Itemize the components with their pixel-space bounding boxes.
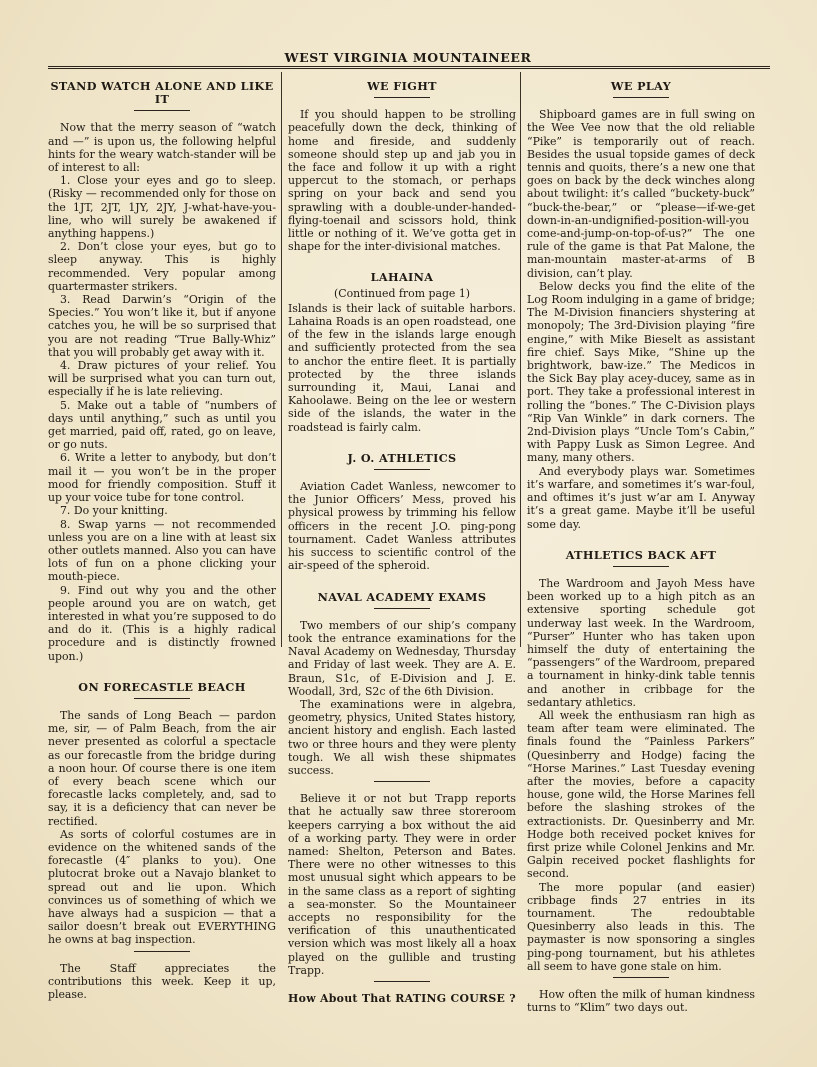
paragraph: Two members of our ship’s company took the entrance examinations for the Naval Academy on Wednesday, Thursday and Friday of last week. They are A. E. Braun, S1c, of E-Division and J. E. Woodall, 3rd, S2c of the 6th Division. [288,618,516,698]
paragraph: 5. Make out a table of “numbers of days until anything,” such as until you get married, paid off, rated, go on leave, or go nuts. [48,398,276,452]
headline-stand-watch: STAND WATCH ALONE AND LIKE IT [50,79,274,107]
divider [134,698,190,699]
divider [374,97,430,98]
paragraph: Islands is their lack of suitable harbors. Lahaina Roads is an open roadstead, one of the few in the islands large enough and sufficiently protected from the sea to anchor the entire fleet. It is partially protected by the three islands surrounding it, Maui, Lanai and Kahoolawe. Being on the lee or western side of the islands, the water in the roadstead is fairly calm. [288,301,516,434]
headline-we-play: WE PLAY [610,79,672,93]
paragraph: Below decks you find the elite of the Log Room indulging in a game of bridge; The M-Division financiers shystering at monopoly; The 3rd-Division playing “fire engine,” with Mike Bieselt as assistant fire chief. Says Mike, “Shine up the brightwork, baw-ize.” The Medicos in the Sick Bay play acey-ducey, same as in port. They take a professional interest in rolling the “bones.” The C-Division plays “Rip Van Winkle” in dark corners. The 2nd-Division plays “Uncle Tom’s Cabin,” with Pappy Lusk as Simon Legree. And many, many others. [527,279,755,465]
paragraph: 2. Don’t close your eyes, but go to sleep anyway. This is highly recommended. Very popular among quartermaster strikers. [48,240,276,293]
paragraph: The sands of Long Beach — pardon me, sir, — of Palm Beach, from the air never presented as colorful a spectacle as our forecastle from the bridge during a noon hour. Of course there is one item of every beach scene which our forecastle lacks completely, and, sad to say, it is a deficiency that can never be rectified. [48,708,276,828]
divider [374,781,430,782]
paragraph: And everybody plays war. Sometimes it’s warfare, and sometimes it’s war-foul, and oftimes it’s just w’ar am I. Anyway it’s a great game. Maybe it’ll be useful some day. [527,464,755,531]
column-divider [520,72,521,647]
paragraph: The Wardroom and Jayoh Mess have been worked up to a high pitch as an extensive sporting schedule got underway last week. In the Wardroom, “Purser” Hunter who has taken upon himself the duty of entertaining the “passengers” of the Wardroom, prepared a tournament in hinky-dink table tennis and another in cribbage for the sedantary athletics. [527,576,755,709]
paragraph: All week the enthusiasm ran high as team after team were eliminated. The finals found the “Painless Parkers” (Quesinberry and Hodge) facing the “Horse Marines.” Last Tuesday evening after the movies, before a capacity house, gone wild, the Horse Marines fell before the slashing strokes of the extractionists. Dr. Quesinberry and Mr. Hodge both received pocket knives for first prize while Colonel Jenkins and Mr. Galpin received pocket flashlights for second. [527,708,755,881]
divider [613,97,669,98]
paragraph: 9. Find out why you and the other people around you are on watch, get interested in what you’re supposed to do and do it. (This is a highly radical procedure and is distinctly frowned upon.) [48,583,276,663]
column-1 [48,72,276,1001]
paragraph: If you should happen to be strolling peacefully down the deck, thinking of home and fireside, and suddenly someone should step up and jab you in the face and follow it up with a right uppercut to the stomach, or perhaps spring on your back and send you sprawling with a double-under-handed-flying-toenail and scissors hold, think little or nothing of it. We’ve gotta get in shape for the inter-divisional matches. [288,108,516,254]
staff-note: The Staff appreciates the contributions this week. Keep it up, please. [48,961,276,1001]
headline-jo-athletics: J. O. ATHLETICS [347,450,457,465]
continued-note: (Continued from page 1) [333,286,471,300]
column-3 [527,72,755,1014]
paragraph: 6. Write a letter to anybody, but don’t mail it — you won’t be in the proper mood for friendly composition. Stuff it up your voice tube for tone control. [48,451,276,505]
paragraph: Shipboard games are in full swing on the Wee Vee now that the old reliable “Pike” is temporarily out of reach. Besides the usual topside games of deck tennis and quoits, there’s a new one that goes on back by the deck winches along about twilight: it’s called “buckety-buck” “buck-the-bear,” or “please—if-we-get down-in-an-undignified-position-will-you come-and-jump-on-top-of-us?” The one rule of the game is that Pat Malone, the man-mountain master-at-arms of B division, can’t play. [527,108,755,280]
divider [134,110,190,111]
paragraph: How often the milk of human kindness turns to “Klim” two days out. [527,988,755,1015]
headline-we-fight: WE FIGHT [367,79,437,93]
paragraph: 8. Swap yarns — not recommended unless you are on a line with at least six other outlets manned. Also you can have lots of fun on a phone clicking your mouth-piece. [48,517,276,584]
paragraph: 3. Read Darwin’s “Origin of the Species.” You won’t like it, but if anyone catches you, he will be so surprised that you are not reading “True Bally-Whiz” that you will probably get away with it. [48,293,276,359]
column-divider [281,72,282,647]
paragraph: 4. Draw pictures of your relief. You will be surprised what you can turn out, especially if he is late relieving. [48,359,276,399]
column-2 [288,72,516,1005]
divider [134,951,190,952]
paragraph: 7. Do your knitting. [60,504,168,518]
headline-forecastle-beach: ON FORECASTLE BEACH [78,679,246,694]
rating-course-slogan: How About That RATING COURSE ? [288,991,516,1005]
paragraph: As sorts of colorful costumes are in evidence on the whitened sands of the forecastle (4″ planks to you). One plutocrat broke out a Navajo blanket to spread out and lie upon. Which convinces us of something of which we have always had a suspicion — that a sailor doesn’t break out EVERYTHING he owns at bag inspection. [48,827,276,947]
paragraph: The examinations were in algebra, geometry, physics, United States history, ancient history and english. Each lasted two or three hours and they were plenty tough. We all wish these shipmates success. [288,697,516,777]
paragraph: Believe it or not but Trapp reports that he actually saw three storeroom keepers carrying a box without the aid of a working party. They were in order named: Shelton, Peterson and Bates. There were no other witnesses to this most unusual sight which appears to be in the same class as a report of sighting a sea-monster. So the Mountaineer accepts no responsibility for the verification of this unauthenticated version which was most likely all a hoax played on the gullible and trusting Trapp. [288,792,516,977]
divider [613,566,669,567]
headline-naval-academy: NAVAL ACADEMY EXAMS [317,589,487,604]
paragraph: Aviation Cadet Wanless, newcomer to the Junior Officers’ Mess, proved his physical prowess by trimming his fellow officers in the recent J.O. ping-pong tournament. Cadet Wanless attributes his success to scientific control of the air-speed of the spheroid. [288,480,516,573]
divider [374,981,430,982]
masthead: WEST VIRGINIA MOUNTAINEER [284,50,532,65]
divider [613,977,669,978]
masthead-rule [48,66,770,69]
headline-athletics-back-aft: ATHLETICS BACK AFT [565,547,717,562]
divider [374,469,430,470]
paragraph: The more popular (and easier) cribbage finds 27 entries in its tournament. The redoubtable Quesinberry also leads in this. The paymaster is now sponsoring a singles ping-pong tournament, but his athletes all seem to have gone stale on him. [527,880,755,973]
paragraph: Now that the merry season of “watch and —” is upon us, the following helpful hints for the weary watch-stander will be of interest to all: [48,121,276,175]
divider [374,608,430,609]
paragraph: 1. Close your eyes and go to sleep. (Risky — recommended only for those on the 1JT, 2JT, 1JY, 2JY, J-what-have-you-line, who will surely be awakened if anything happens.) [48,174,276,241]
headline-lahaina: LAHAINA [370,270,434,285]
